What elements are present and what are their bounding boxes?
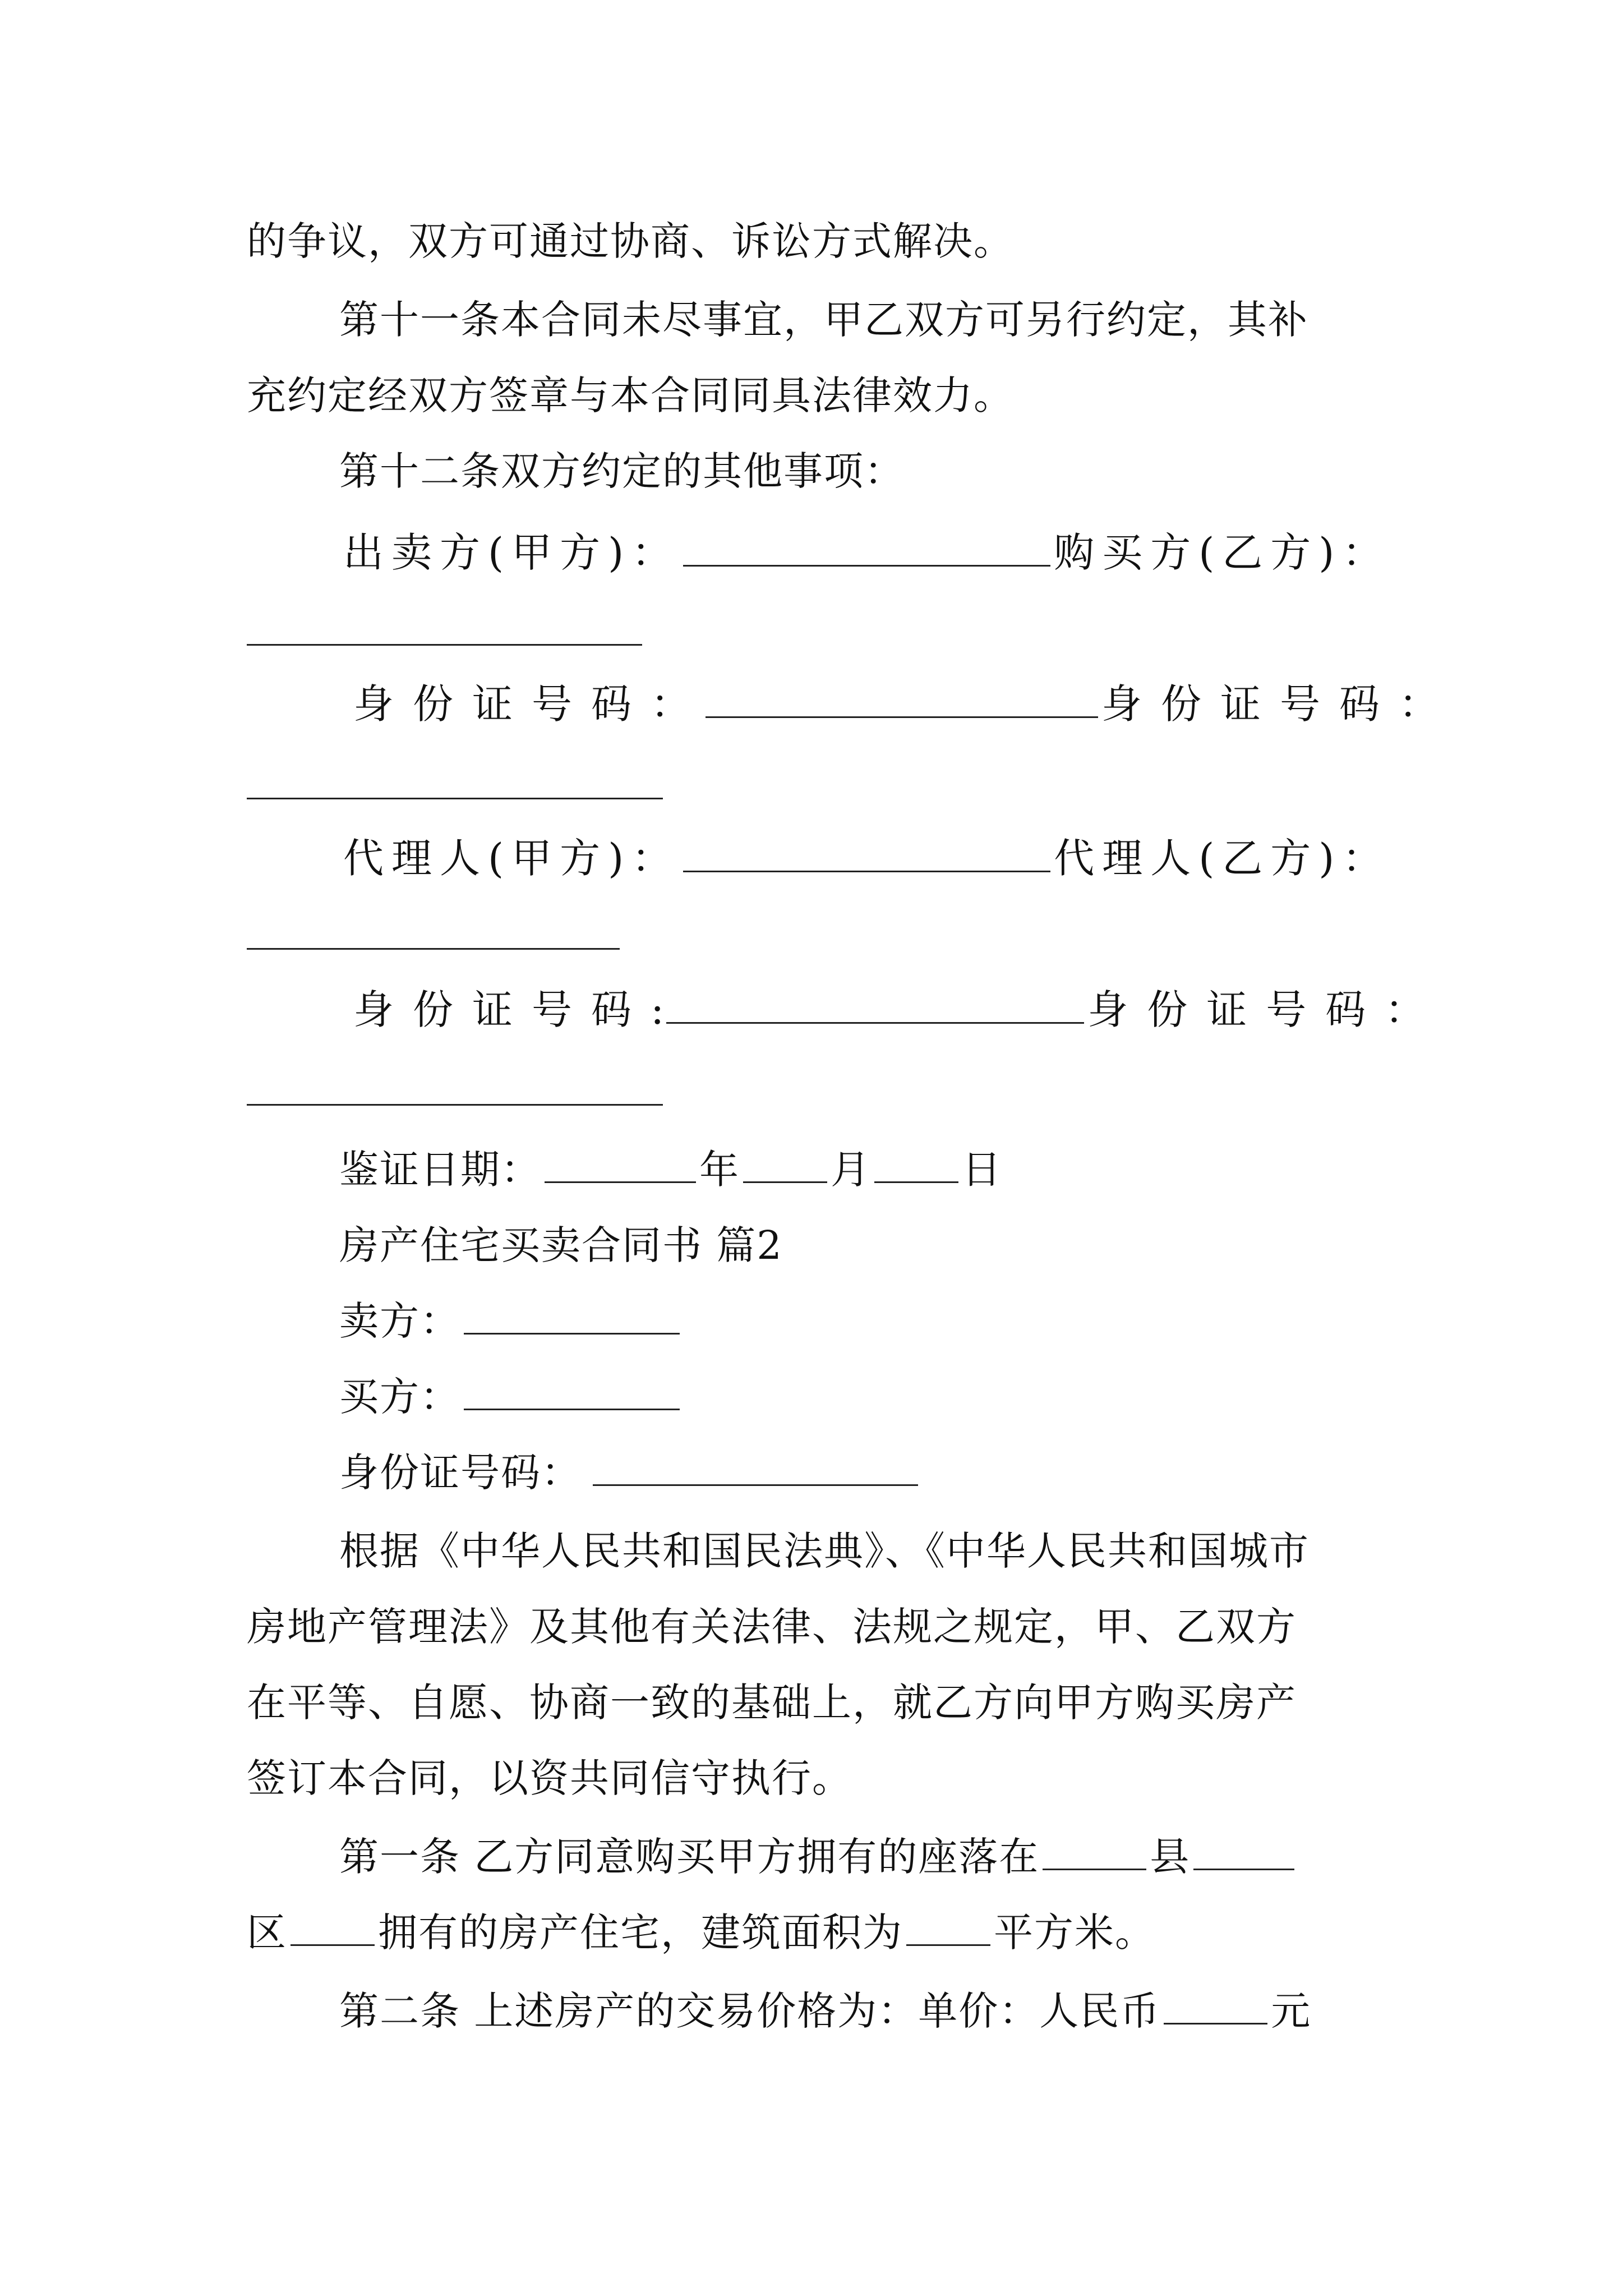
id-label-c: 身份证号码: (353, 986, 684, 1033)
id-label-d: 身份证号码： (1087, 986, 1445, 1033)
month-label: 月 (831, 1147, 871, 1193)
id-number-label: 身份证号码： (339, 1450, 582, 1496)
location-blank (1043, 1834, 1146, 1870)
seller-signature-row (343, 524, 1390, 581)
agent-signature-row (343, 830, 1390, 886)
id-blank-c (666, 987, 1084, 1024)
article-1-line-1 (339, 1829, 1483, 1885)
agent-b-label: 代理人(乙方)： (1054, 835, 1391, 882)
buyer-name-blank (464, 1374, 680, 1410)
unit-price-blank (1164, 1988, 1267, 2024)
buyer-label-2: 买方： (339, 1374, 460, 1420)
year-blank (545, 1147, 696, 1183)
date-row (339, 1142, 1483, 1198)
paragraph-line: 的争议，双方可通过协商、诉讼方式解决。 (247, 218, 1014, 264)
agent-a-label: 代理人(甲方)： (343, 835, 680, 882)
id-number-row (339, 1444, 1483, 1501)
article-11-line-2: 充约定经双方签章与本合同同具法律效力。 (247, 372, 1014, 418)
id-blank-b (247, 798, 663, 799)
section-2-title: 房产住宅买卖合同书 篇2 (339, 1222, 783, 1268)
area-blank (906, 1910, 990, 1946)
id-label-a: 身份证号码： (353, 680, 711, 728)
article-1-text: 第一条 乙方同意购买甲方拥有的座落在 (339, 1834, 1040, 1880)
article-11-line-1: 第十一条本合同未尽事宜，甲乙双方可另行约定，其补 (339, 297, 1308, 343)
day-label: 日 (962, 1147, 1002, 1193)
buyer-blank (247, 644, 642, 646)
article-2-line (339, 1983, 1483, 2039)
district-blank (291, 1910, 375, 1946)
article-12-line: 第十二条双方约定的其他事项： (339, 448, 905, 494)
preamble-line-4: 签订本合同，以资共同信守执行。 (247, 1755, 852, 1801)
county-blank (1193, 1834, 1294, 1870)
currency-unit: 元 (1271, 1988, 1312, 2034)
agent-b-blank (247, 948, 620, 950)
preamble-line-1: 根据《中华人民共和国民法典》、《中华人民共和国城市 (339, 1528, 1310, 1574)
county-label: 县 (1150, 1834, 1191, 1880)
day-blank (874, 1147, 958, 1183)
id-number-blank (593, 1450, 918, 1486)
id-row-2 (353, 982, 1444, 1038)
year-label: 年 (699, 1147, 740, 1193)
seller-label-2: 卖方： (339, 1298, 460, 1344)
preamble-line-2: 房地产管理法》及其他有关法律、法规之规定，甲、乙双方 (247, 1604, 1297, 1650)
article-1-text-2: 拥有的房产住宅，建筑面积为 (378, 1910, 903, 1955)
seller-blank (683, 530, 1050, 567)
area-unit: 平方米。 (994, 1910, 1155, 1955)
buyer-row (339, 1369, 1483, 1425)
id-blank-d (247, 1104, 663, 1106)
agent-a-blank (683, 836, 1050, 872)
month-blank (743, 1147, 827, 1183)
id-row-1 (353, 676, 1458, 732)
seller-row (339, 1293, 1483, 1349)
id-label-b: 身份证号码： (1101, 680, 1459, 728)
seller-label: 出卖方(甲方)： (343, 529, 680, 576)
article-1-line-2 (247, 1904, 1391, 1961)
date-label: 鉴证日期： (339, 1147, 541, 1193)
buyer-label: 购买方(乙方)： (1054, 529, 1391, 576)
seller-name-blank (464, 1298, 680, 1335)
district-label: 区 (247, 1910, 287, 1955)
article-2-text: 第二条 上述房产的交易价格为：单价：人民币 (339, 1988, 1161, 2034)
preamble-line-3: 在平等、自愿、协商一致的基础上，就乙方向甲方购买房产 (247, 1680, 1297, 1726)
id-blank-a (706, 682, 1098, 718)
